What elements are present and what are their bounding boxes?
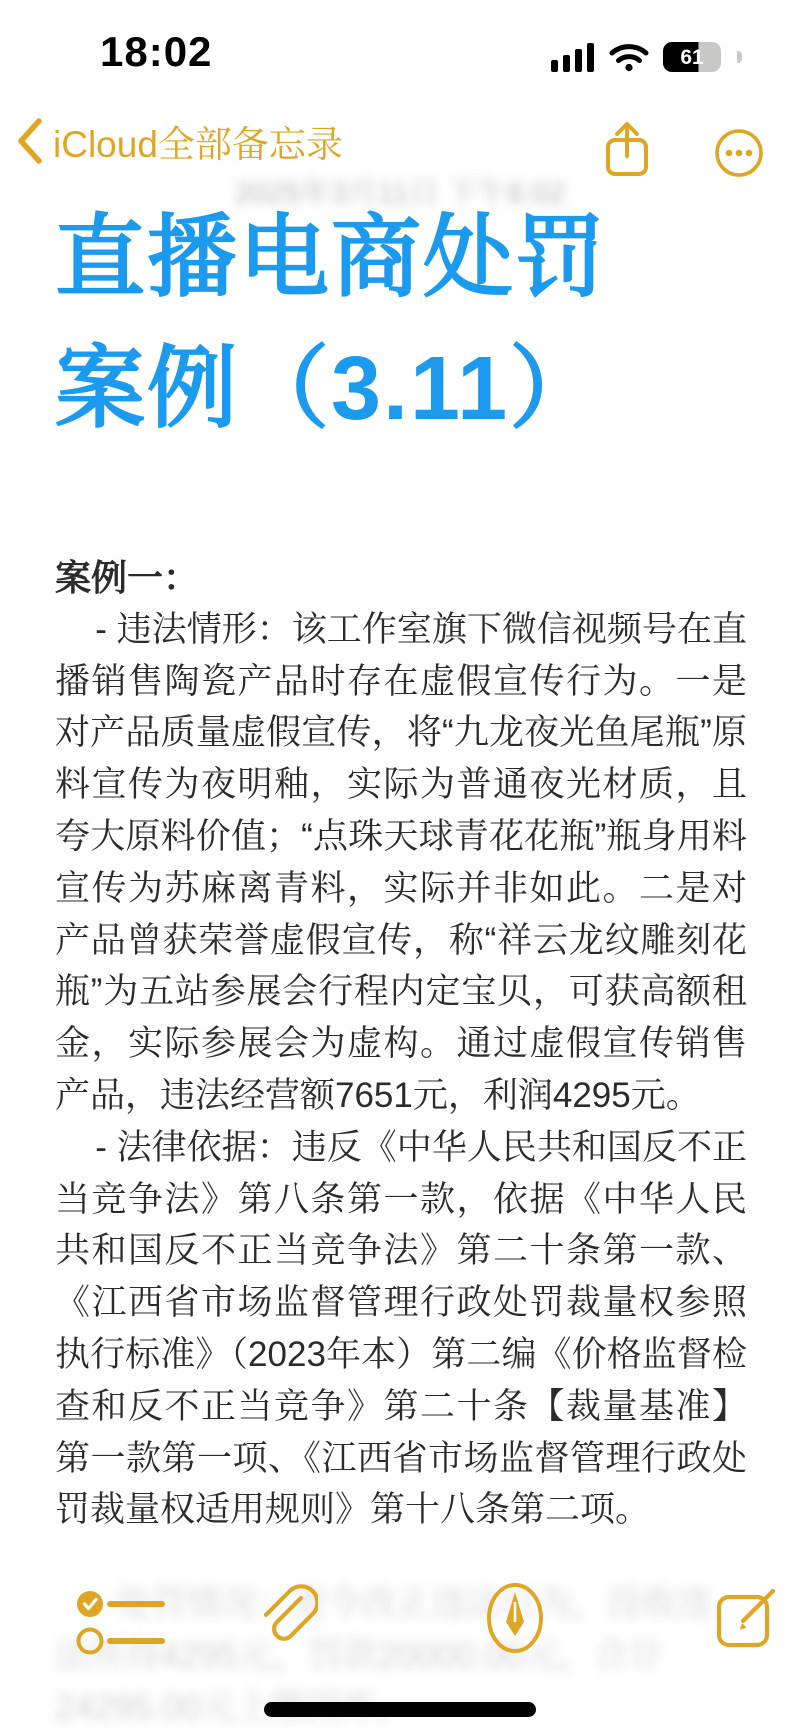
markup-button[interactable] — [484, 1580, 546, 1656]
markup-pen-icon — [484, 1580, 546, 1656]
compose-icon — [716, 1586, 780, 1648]
note-body[interactable] — [55, 552, 747, 1536]
cellular-signal-icon — [551, 42, 595, 72]
wifi-icon — [609, 42, 649, 72]
status-time: 18:02 — [100, 28, 213, 75]
checklist-icon — [76, 1590, 168, 1656]
checklist-button[interactable] — [76, 1590, 168, 1656]
note-title — [55, 193, 750, 455]
paragraph-illegal-circumstances: - 违法情形：该工作室旗下微信视频号在直播销售陶瓷产品时存在虚假宣传行为。一是对产品质量虚假宣传，将“九龙夜光鱼尾瓶”原料宣传为夜明釉，实际为普通夜光材质，且夸大原料价值；“点珠天球青花花瓶”瓶身用料宣传为苏麻离青料，实际并非如此。二是对产品曾获荣誉虚假宣传，称“祥云龙纹雕刻花瓶”为五站参展会行程内定宝贝，可获高额租金，实际参展会为虚构。通过虚假宣传销售产品，违法经营额7651元，利润4295元。 — [55, 609, 747, 1115]
chevron-left-icon — [16, 117, 43, 165]
note-title-line2: 案例（3.11） — [55, 339, 602, 439]
status-icons — [551, 42, 742, 72]
battery-nub — [737, 51, 742, 63]
paperclip-icon — [258, 1582, 318, 1656]
compose-button[interactable] — [716, 1586, 780, 1648]
battery-percent: 61 — [680, 45, 704, 69]
note-title-line1: 直播电商处罚 — [55, 208, 607, 308]
back-button[interactable] — [16, 114, 343, 168]
attachment-button[interactable] — [258, 1582, 318, 1656]
back-button-label: iCloud全部备忘录 — [53, 124, 343, 165]
home-indicator[interactable] — [264, 1702, 536, 1717]
battery-icon — [663, 42, 721, 72]
status-bar — [0, 0, 800, 92]
paragraph-legal-basis: - 法律依据：违反《中华人民共和国反不正当竞争法》第八条第一款，依据《中华人民共和国反不正当竞争法》第二十条第一款、《江西省市场监督管理行政处罚裁量权参照执行标准》（2023年本）第二编《价格监督检查和反不正当竞争》第二十条【裁量基准】第一款第一项、《江西省市场监督管理行政处罚裁量权适用规则》第十八条第二项。 — [55, 1127, 747, 1530]
section-heading: 案例一： — [55, 557, 200, 598]
note-date-blurred: 2025年3月11日 下午6:02 — [234, 177, 566, 210]
